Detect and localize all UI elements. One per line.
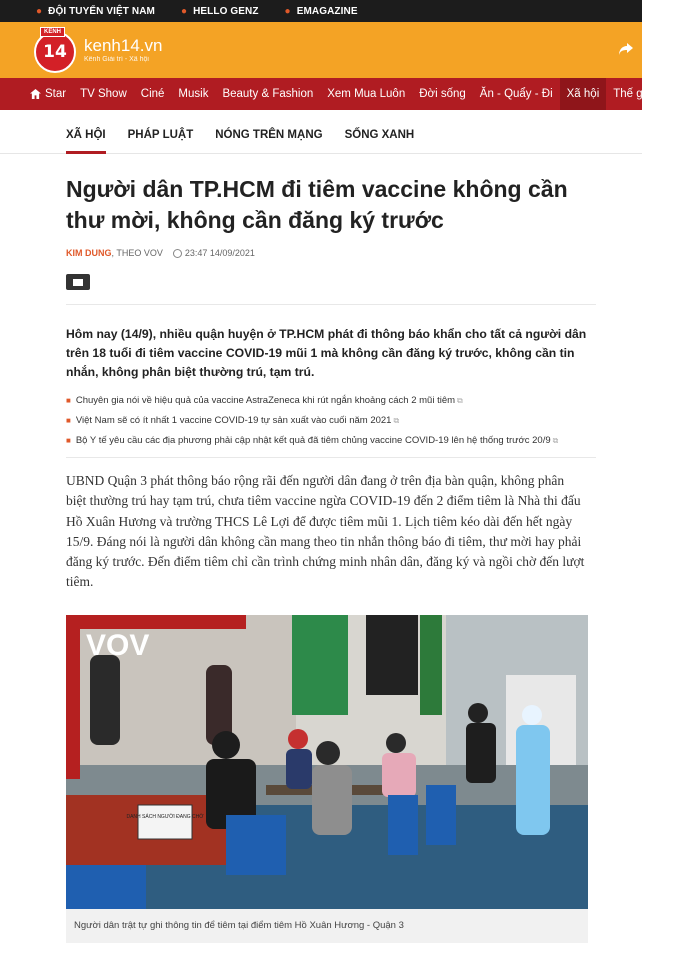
bullet-icon: ■ bbox=[66, 436, 71, 445]
fire-icon: ● bbox=[180, 5, 188, 17]
nav-item-tv-show[interactable] bbox=[73, 78, 134, 110]
nav-item-label: Ăn - Quẩy - Đi bbox=[479, 88, 553, 100]
subnav-item-nong-tren-mang[interactable]: NÓNG TRÊN MẠNG bbox=[215, 129, 323, 141]
nav-item-label: Ciné bbox=[140, 88, 165, 100]
vov-watermark: VOV bbox=[86, 628, 150, 662]
related-links bbox=[66, 394, 594, 447]
nav-item-label: Xem Mua Luôn bbox=[327, 88, 406, 100]
nav-item-more[interactable] bbox=[662, 78, 684, 110]
article bbox=[0, 174, 642, 943]
clock-icon bbox=[173, 249, 182, 258]
topbar-link-emagazine[interactable] bbox=[285, 6, 358, 17]
main-nav bbox=[0, 78, 677, 110]
article-meta bbox=[66, 248, 594, 258]
related-link-label: Bộ Y tế yêu cầu các địa phương phải cập nhật kết quả đã tiêm chủng vaccine COVID-19 lên hệ thống trước 20/9 bbox=[75, 435, 551, 446]
topbar-link-label: EMAGAZINE bbox=[296, 5, 358, 17]
nav-item-xa-hoi[interactable] bbox=[560, 78, 607, 110]
waiting-list-sign: DANH SÁCH NGƯỜI ĐANG CHỜ bbox=[126, 813, 204, 820]
link-icon: ⧉ bbox=[457, 396, 463, 405]
nav-item-an-quay-di[interactable] bbox=[473, 78, 560, 110]
nav-item-label: S bbox=[669, 88, 677, 100]
photo-caption: Người dân trật tự ghi thông tin để tiêm tại điểm tiêm Hồ Xuân Hương - Quận 3 bbox=[66, 909, 588, 943]
topbar-link-hello-genz[interactable] bbox=[181, 6, 259, 17]
article-title: Người dân TP.HCM đi tiêm vaccine không cần thư mời, không cần đăng ký trước bbox=[66, 176, 568, 233]
logo-number: 14 bbox=[34, 31, 76, 73]
sub-nav bbox=[0, 110, 642, 154]
vaccination-scene-image bbox=[66, 615, 588, 909]
brand-header bbox=[0, 22, 642, 78]
email-share-button[interactable] bbox=[66, 274, 90, 290]
related-link[interactable] bbox=[66, 414, 594, 427]
subnav-item-phap-luat[interactable]: PHÁP LUẬT bbox=[127, 129, 194, 141]
nav-item-label: Xã hội bbox=[566, 88, 600, 100]
nav-item-label: Thế giới bbox=[613, 88, 656, 100]
nav-item-star[interactable] bbox=[0, 78, 73, 110]
subnav-item-xa-hoi[interactable]: XÃ HỘI bbox=[66, 129, 106, 153]
topbar-link-label: HELLO GENZ bbox=[193, 5, 259, 17]
nav-item-musik[interactable] bbox=[171, 78, 215, 110]
link-icon: ⧉ bbox=[393, 416, 400, 425]
mail-icon bbox=[73, 279, 83, 286]
nav-item-label: Beauty & Fashion bbox=[222, 88, 314, 100]
article-source: , THEO VOV bbox=[111, 248, 163, 258]
related-link[interactable] bbox=[66, 394, 594, 407]
divider bbox=[66, 304, 596, 305]
site-tagline: Kênh Giải trí - Xã hội bbox=[84, 56, 149, 63]
nav-item-label: Đời sống bbox=[419, 88, 466, 100]
nav-item-label: Star bbox=[45, 88, 67, 100]
divider bbox=[66, 457, 596, 458]
brand-text[interactable] bbox=[84, 37, 162, 63]
logo-tag: KÊNH bbox=[40, 27, 65, 37]
topbar-link-doi-tuyen[interactable] bbox=[36, 6, 155, 17]
article-photo[interactable] bbox=[66, 615, 588, 909]
subnav-item-song-xanh[interactable]: SỐNG XANH bbox=[344, 129, 415, 141]
nav-item-cine[interactable] bbox=[134, 78, 172, 110]
author-link[interactable]: KIM DUNG bbox=[66, 248, 112, 258]
topbar-link-label: ĐỘI TUYỂN VIỆT NAM bbox=[48, 5, 155, 17]
nav-item-doi-song[interactable] bbox=[412, 78, 473, 110]
site-name: kenh14.vn bbox=[84, 36, 163, 55]
fire-icon: ● bbox=[284, 5, 291, 17]
nav-item-beauty-fashion[interactable] bbox=[215, 78, 320, 110]
publish-time: 23:47 14/09/2021 bbox=[184, 248, 255, 258]
related-link-label: Chuyên gia nói về hiệu quả của vaccine AstraZeneca khi rút ngắn khoảng cách 2 mũi tiêm bbox=[75, 395, 456, 406]
fire-icon: ● bbox=[36, 5, 43, 17]
nav-item-the-gioi[interactable] bbox=[606, 78, 662, 110]
link-icon: ⧉ bbox=[552, 436, 559, 445]
related-link[interactable] bbox=[66, 434, 594, 447]
nav-item-label: Musik bbox=[178, 88, 209, 100]
share-icon[interactable] bbox=[618, 42, 634, 59]
home-icon bbox=[30, 89, 41, 99]
top-bar bbox=[0, 0, 642, 22]
nav-item-label: TV Show bbox=[80, 88, 127, 100]
kenh14-logo[interactable] bbox=[34, 27, 76, 73]
nav-item-xem-mua-luon[interactable] bbox=[320, 78, 412, 110]
bullet-icon: ■ bbox=[66, 396, 71, 405]
article-body: UBND Quận 3 phát thông báo rộng rãi đến người dân đang ở trên địa bàn quận, không phân biệt thường trú hay tạm trú, chưa tiêm vaccine ngừa COVID-19 đến 2 điểm tiêm là Nhà thi đấu Hồ Xuân Hương và trường THCS Lê Lợi để được tiêm mũi 1. Lịch tiêm kéo dài đến hết ngày 15/9. Đáng nói là người dân không cần mang theo tin nhắn thông báo đi tiêm, thư mời hay phải đăng ký trước. Đến điểm tiêm chỉ cần trình chứng minh nhân dân, đăng ký và ngồi chờ đến lượt tiêm. bbox=[66, 473, 585, 590]
article-sapo: Hôm nay (14/9), nhiều quận huyện ở TP.HCM phát đi thông báo khẩn cho tất cả người dân trên 18 tuổi đi tiêm vaccine COVID-19 mũi 1 mà không cần đăng ký trước, không cần tin nhắn, không phân biệt thường trú, tạm trú. bbox=[66, 327, 587, 379]
bullet-icon: ■ bbox=[66, 416, 71, 425]
related-link-label: Việt Nam sẽ có ít nhất 1 vaccine COVID-19 tự sản xuất vào cuối năm 2021 bbox=[75, 415, 392, 426]
